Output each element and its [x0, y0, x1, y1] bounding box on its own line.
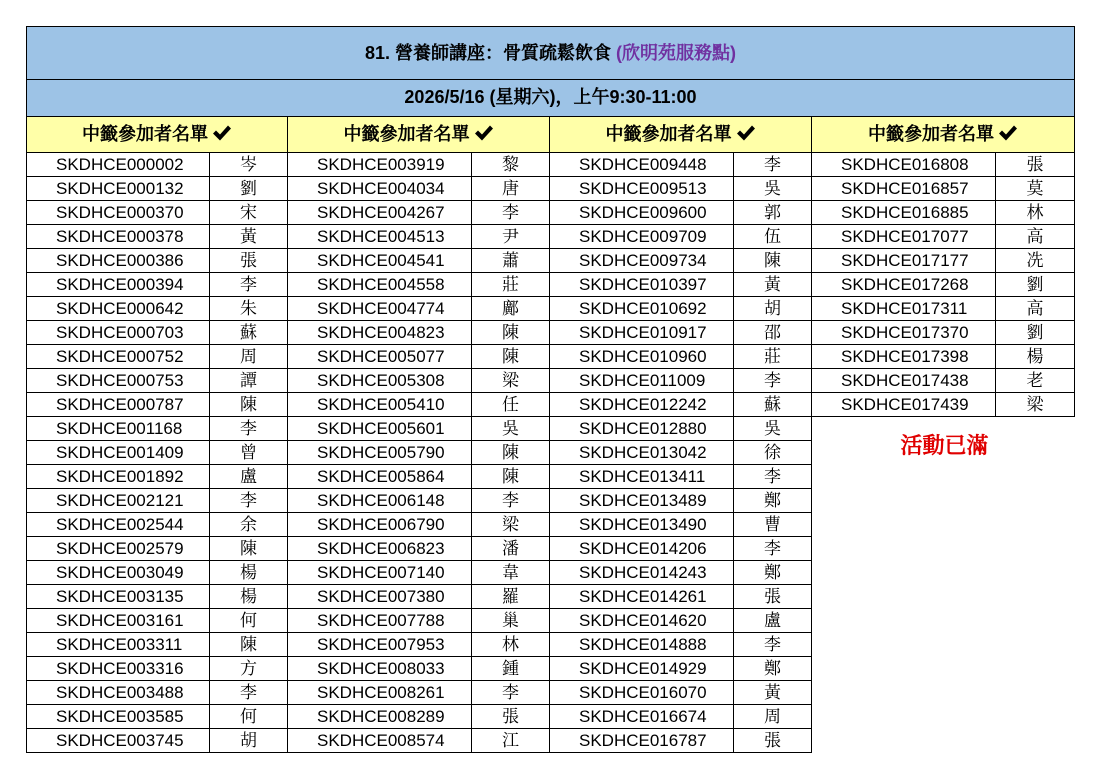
table-row [550, 273, 812, 297]
participant-surname: 吳 [734, 417, 812, 441]
table-row [550, 657, 812, 681]
participant-surname: 何 [210, 705, 288, 729]
participant-surname: 盧 [210, 465, 288, 489]
table-row [26, 297, 288, 321]
table-row [26, 465, 288, 489]
participant-id: SKDHCE008289 [288, 705, 472, 729]
participant-surname: 徐 [734, 441, 812, 465]
participant-surname: 陳 [472, 345, 550, 369]
participant-surname: 韋 [472, 561, 550, 585]
participant-id: SKDHCE004034 [288, 177, 472, 201]
table-row [288, 393, 550, 417]
participant-surname: 盧 [734, 609, 812, 633]
participant-surname: 蕭 [472, 249, 550, 273]
participant-id: SKDHCE004558 [288, 273, 472, 297]
table-row [288, 489, 550, 513]
participant-surname: 張 [996, 153, 1075, 177]
participant-id: SKDHCE001168 [26, 417, 210, 441]
participant-id: SKDHCE003049 [26, 561, 210, 585]
table-row [288, 321, 550, 345]
participant-columns [26, 117, 1075, 753]
table-row [550, 513, 812, 537]
participant-id: SKDHCE009513 [550, 177, 734, 201]
column-heading-label: 中籤參加者名單 [82, 124, 208, 144]
participant-surname: 高 [996, 297, 1075, 321]
table-row [288, 729, 550, 753]
participant-id: SKDHCE016885 [812, 201, 996, 225]
participant-surname: 羅 [472, 585, 550, 609]
participant-id: SKDHCE001409 [26, 441, 210, 465]
participant-id: SKDHCE001892 [26, 465, 210, 489]
participant-id: SKDHCE000787 [26, 393, 210, 417]
table-row [550, 489, 812, 513]
lottery-result-sheet [26, 26, 1075, 753]
participant-surname: 鍾 [472, 657, 550, 681]
table-row [26, 609, 288, 633]
table-row [26, 513, 288, 537]
participant-id: SKDHCE017268 [812, 273, 996, 297]
participant-surname: 吳 [734, 177, 812, 201]
table-row [550, 633, 812, 657]
table-row [288, 201, 550, 225]
participant-id: SKDHCE012880 [550, 417, 734, 441]
table-row [288, 681, 550, 705]
participant-surname: 朱 [210, 297, 288, 321]
participant-id: SKDHCE017439 [812, 393, 996, 417]
event-datetime: 2026/5/16 (星期六)，上午9:30-11:00 [404, 87, 697, 107]
table-row [550, 369, 812, 393]
participant-surname: 尹 [472, 225, 550, 249]
participant-surname: 岑 [210, 153, 288, 177]
participant-id: SKDHCE000394 [26, 273, 210, 297]
table-row [288, 369, 550, 393]
participant-surname: 冼 [996, 249, 1075, 273]
table-row [288, 441, 550, 465]
table-row [26, 321, 288, 345]
participant-id: SKDHCE010397 [550, 273, 734, 297]
participant-id: SKDHCE002579 [26, 537, 210, 561]
table-row [550, 249, 812, 273]
table-row [550, 465, 812, 489]
table-row [26, 681, 288, 705]
participant-id: SKDHCE003161 [26, 609, 210, 633]
table-row [288, 609, 550, 633]
table-row [550, 585, 812, 609]
table-row [550, 153, 812, 177]
participant-id: SKDHCE000752 [26, 345, 210, 369]
participant-surname: 林 [996, 201, 1075, 225]
participant-id: SKDHCE010917 [550, 321, 734, 345]
table-row [550, 729, 812, 753]
participant-id: SKDHCE008033 [288, 657, 472, 681]
participant-surname: 陳 [210, 537, 288, 561]
participant-id: SKDHCE016070 [550, 681, 734, 705]
table-row [550, 225, 812, 249]
participant-id: SKDHCE008261 [288, 681, 472, 705]
participant-surname: 李 [472, 489, 550, 513]
participant-surname: 張 [210, 249, 288, 273]
checkmark-icon [998, 119, 1018, 153]
column-heading [288, 117, 550, 153]
participant-id: SKDHCE011009 [550, 369, 734, 393]
participant-surname: 胡 [210, 729, 288, 753]
participant-id: SKDHCE016787 [550, 729, 734, 753]
participant-surname: 楊 [210, 561, 288, 585]
event-title: 81. 營養師講座：骨質疏鬆飲食 [364, 43, 611, 63]
participant-surname: 潘 [472, 537, 550, 561]
participant-surname: 劉 [210, 177, 288, 201]
table-row [550, 297, 812, 321]
participant-id: SKDHCE007380 [288, 585, 472, 609]
participant-surname: 陳 [472, 321, 550, 345]
participant-surname: 李 [210, 489, 288, 513]
participant-id: SKDHCE000642 [26, 297, 210, 321]
participant-id: SKDHCE003488 [26, 681, 210, 705]
participant-surname: 李 [734, 537, 812, 561]
table-row [288, 273, 550, 297]
participant-surname: 蘇 [210, 321, 288, 345]
table-row [288, 561, 550, 585]
participant-id: SKDHCE010692 [550, 297, 734, 321]
table-row [26, 153, 288, 177]
participant-surname: 莫 [996, 177, 1075, 201]
table-row [288, 297, 550, 321]
participant-id: SKDHCE004823 [288, 321, 472, 345]
participant-id: SKDHCE007953 [288, 633, 472, 657]
participant-id: SKDHCE005790 [288, 441, 472, 465]
table-row [550, 201, 812, 225]
participant-surname: 黃 [734, 681, 812, 705]
participant-column-2 [288, 117, 550, 753]
participant-surname: 張 [472, 705, 550, 729]
participant-surname: 宋 [210, 201, 288, 225]
table-row [26, 633, 288, 657]
participant-id: SKDHCE017077 [812, 225, 996, 249]
participant-id: SKDHCE000378 [26, 225, 210, 249]
participant-id: SKDHCE007140 [288, 561, 472, 585]
participant-id: SKDHCE017311 [812, 297, 996, 321]
table-row [26, 273, 288, 297]
table-row [288, 345, 550, 369]
participant-id: SKDHCE000753 [26, 369, 210, 393]
checkmark-icon [212, 119, 232, 153]
table-row [26, 417, 288, 441]
participant-surname: 曹 [734, 513, 812, 537]
participant-surname: 曾 [210, 441, 288, 465]
participant-surname: 高 [996, 225, 1075, 249]
participant-surname: 陳 [734, 249, 812, 273]
participant-surname: 鄭 [734, 489, 812, 513]
table-row [288, 249, 550, 273]
table-row [812, 153, 1075, 177]
participant-id: SKDHCE016674 [550, 705, 734, 729]
participant-id: SKDHCE000002 [26, 153, 210, 177]
table-row [288, 705, 550, 729]
participant-surname: 李 [734, 369, 812, 393]
datetime-banner [26, 80, 1075, 117]
table-row [550, 345, 812, 369]
participant-id: SKDHCE017177 [812, 249, 996, 273]
table-row [550, 561, 812, 585]
participant-id: SKDHCE012242 [550, 393, 734, 417]
participant-surname: 周 [734, 705, 812, 729]
table-row [812, 345, 1075, 369]
checkmark-icon [736, 119, 756, 153]
participant-id: SKDHCE007788 [288, 609, 472, 633]
table-row [288, 153, 550, 177]
participant-id: SKDHCE014206 [550, 537, 734, 561]
participant-id: SKDHCE004541 [288, 249, 472, 273]
participant-id: SKDHCE013490 [550, 513, 734, 537]
participant-id: SKDHCE003135 [26, 585, 210, 609]
column-heading [812, 117, 1075, 153]
table-row [288, 465, 550, 489]
participant-surname: 江 [472, 729, 550, 753]
table-row [550, 681, 812, 705]
column-heading [26, 117, 288, 153]
participant-surname: 陳 [210, 393, 288, 417]
participant-id: SKDHCE009448 [550, 153, 734, 177]
participant-column-1 [26, 117, 288, 753]
participant-surname: 莊 [734, 345, 812, 369]
participant-surname: 梁 [472, 513, 550, 537]
table-row [812, 369, 1075, 393]
table-row [550, 609, 812, 633]
participant-surname: 何 [210, 609, 288, 633]
participant-id: SKDHCE013042 [550, 441, 734, 465]
participant-id: SKDHCE009600 [550, 201, 734, 225]
table-row [812, 273, 1075, 297]
participant-surname: 周 [210, 345, 288, 369]
column-heading-label: 中籤參加者名單 [605, 124, 732, 144]
participant-id: SKDHCE005410 [288, 393, 472, 417]
participant-id: SKDHCE009709 [550, 225, 734, 249]
participant-id: SKDHCE000132 [26, 177, 210, 201]
table-row [26, 705, 288, 729]
table-row [812, 225, 1075, 249]
participant-surname: 李 [210, 681, 288, 705]
participant-surname: 林 [472, 633, 550, 657]
table-row [550, 705, 812, 729]
participant-surname: 梁 [996, 393, 1075, 417]
table-row [288, 657, 550, 681]
participant-id: SKDHCE014888 [550, 633, 734, 657]
participant-surname: 譚 [210, 369, 288, 393]
participant-id: SKDHCE008574 [288, 729, 472, 753]
participant-surname: 張 [734, 729, 812, 753]
participant-id: SKDHCE017398 [812, 345, 996, 369]
participant-id: SKDHCE003745 [26, 729, 210, 753]
participant-surname: 伍 [734, 225, 812, 249]
participant-id: SKDHCE005308 [288, 369, 472, 393]
event-venue: (欣明苑服務點) [616, 43, 737, 63]
table-row [550, 321, 812, 345]
participant-surname: 蘇 [734, 393, 812, 417]
participant-id: SKDHCE000386 [26, 249, 210, 273]
event-full-notice: 活動已滿 [900, 433, 989, 458]
participant-id: SKDHCE000703 [26, 321, 210, 345]
participant-id: SKDHCE003316 [26, 657, 210, 681]
participant-column-3 [550, 117, 812, 753]
participant-id: SKDHCE009734 [550, 249, 734, 273]
participant-surname: 唐 [472, 177, 550, 201]
participant-surname: 老 [996, 369, 1075, 393]
table-row [26, 489, 288, 513]
participant-surname: 吳 [472, 417, 550, 441]
table-row [550, 417, 812, 441]
participant-surname: 郭 [734, 201, 812, 225]
participant-id: SKDHCE005864 [288, 465, 472, 489]
participant-surname: 邵 [734, 321, 812, 345]
table-row [26, 561, 288, 585]
table-row [288, 537, 550, 561]
table-row [288, 417, 550, 441]
table-row [288, 225, 550, 249]
participant-id: SKDHCE006148 [288, 489, 472, 513]
participant-id: SKDHCE010960 [550, 345, 734, 369]
table-row [26, 225, 288, 249]
participant-id: SKDHCE003311 [26, 633, 210, 657]
participant-id: SKDHCE002544 [26, 513, 210, 537]
participant-id: SKDHCE014620 [550, 609, 734, 633]
participant-id: SKDHCE014929 [550, 657, 734, 681]
participant-surname: 黃 [210, 225, 288, 249]
participant-id: SKDHCE017438 [812, 369, 996, 393]
table-row [26, 657, 288, 681]
participant-surname: 李 [210, 417, 288, 441]
table-row [26, 201, 288, 225]
table-row [550, 441, 812, 465]
participant-surname: 陳 [472, 441, 550, 465]
table-row [550, 393, 812, 417]
participant-surname: 陳 [210, 633, 288, 657]
table-row [812, 249, 1075, 273]
column-heading-label: 中籤參加者名單 [868, 124, 994, 144]
table-row [812, 177, 1075, 201]
table-row [26, 441, 288, 465]
participant-id: SKDHCE002121 [26, 489, 210, 513]
participant-surname: 李 [734, 633, 812, 657]
participant-id: SKDHCE004513 [288, 225, 472, 249]
participant-id: SKDHCE013489 [550, 489, 734, 513]
participant-column-4 [812, 117, 1075, 753]
participant-surname: 鄺 [472, 297, 550, 321]
table-row [812, 321, 1075, 345]
participant-surname: 方 [210, 657, 288, 681]
participant-surname: 張 [734, 585, 812, 609]
participant-surname: 莊 [472, 273, 550, 297]
participant-id: SKDHCE005601 [288, 417, 472, 441]
participant-id: SKDHCE014261 [550, 585, 734, 609]
participant-id: SKDHCE004267 [288, 201, 472, 225]
participant-surname: 任 [472, 393, 550, 417]
table-row [550, 177, 812, 201]
participant-id: SKDHCE017370 [812, 321, 996, 345]
participant-id: SKDHCE013411 [550, 465, 734, 489]
participant-surname: 陳 [472, 465, 550, 489]
participant-id: SKDHCE005077 [288, 345, 472, 369]
table-row [26, 177, 288, 201]
participant-surname: 黎 [472, 153, 550, 177]
participant-surname: 梁 [472, 369, 550, 393]
participant-id: SKDHCE003585 [26, 705, 210, 729]
column-heading-label: 中籤參加者名單 [343, 124, 470, 144]
table-row [288, 585, 550, 609]
participant-surname: 胡 [734, 297, 812, 321]
participant-surname: 楊 [996, 345, 1075, 369]
participant-surname: 巢 [472, 609, 550, 633]
participant-id: SKDHCE000370 [26, 201, 210, 225]
participant-surname: 鄭 [734, 657, 812, 681]
participant-id: SKDHCE016808 [812, 153, 996, 177]
participant-surname: 李 [472, 681, 550, 705]
participant-surname: 黃 [734, 273, 812, 297]
table-row [288, 513, 550, 537]
participant-surname: 劉 [996, 273, 1075, 297]
table-row [812, 393, 1075, 417]
column-heading [550, 117, 812, 153]
table-row [812, 201, 1075, 225]
table-row [26, 393, 288, 417]
participant-surname: 劉 [996, 321, 1075, 345]
table-row [26, 249, 288, 273]
table-row [26, 345, 288, 369]
participant-id: SKDHCE003919 [288, 153, 472, 177]
participant-id: SKDHCE004774 [288, 297, 472, 321]
table-row [288, 177, 550, 201]
table-row [550, 537, 812, 561]
checkmark-icon [474, 119, 494, 153]
table-row [812, 297, 1075, 321]
participant-id: SKDHCE006823 [288, 537, 472, 561]
participant-surname: 鄭 [734, 561, 812, 585]
participant-surname: 李 [210, 273, 288, 297]
participant-surname: 李 [472, 201, 550, 225]
participant-id: SKDHCE016857 [812, 177, 996, 201]
participant-surname: 楊 [210, 585, 288, 609]
table-row [26, 537, 288, 561]
table-row [26, 729, 288, 753]
title-banner [26, 26, 1075, 80]
table-row [26, 369, 288, 393]
participant-surname: 李 [734, 153, 812, 177]
participant-surname: 李 [734, 465, 812, 489]
table-row [288, 633, 550, 657]
participant-id: SKDHCE014243 [550, 561, 734, 585]
table-row [26, 585, 288, 609]
participant-surname: 余 [210, 513, 288, 537]
participant-id: SKDHCE006790 [288, 513, 472, 537]
